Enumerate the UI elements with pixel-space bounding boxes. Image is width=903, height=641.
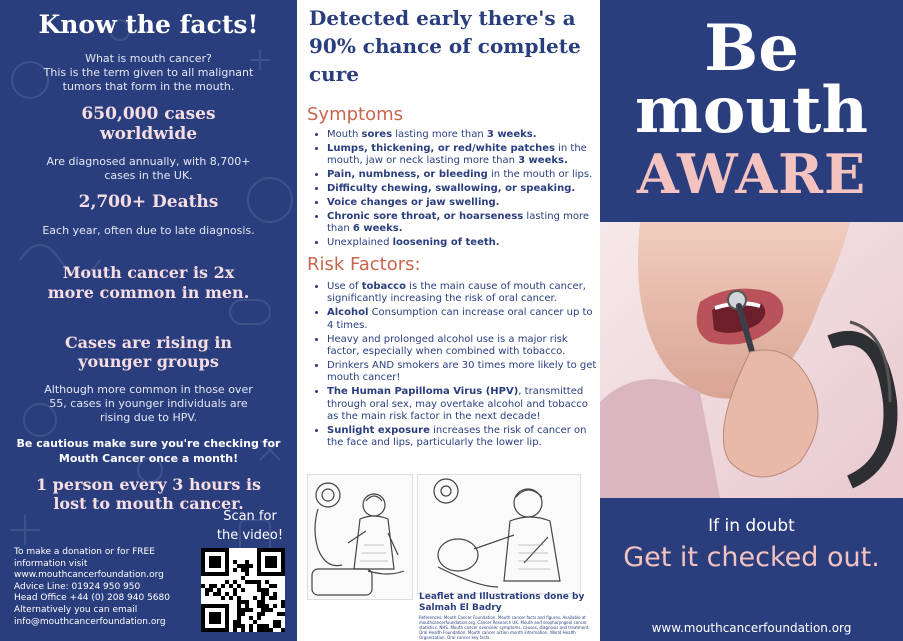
- risk-factor-item: • Use of tobacco is the main cause of mouth cancer, significantly increasing the risk of oral cancer.: [327, 281, 597, 306]
- stat-cases-text: Are diagnosed annually, with 8,700+ cases in the UK.: [46, 155, 251, 182]
- risk-factor-item: • Sunlight exposure increases the risk of cancer on the face and lips, particularly the lower lip.: [327, 425, 597, 450]
- what-question: What is mouth cancer?: [85, 52, 212, 65]
- early-detection-title: Detected early there's a 90% chance of complete cure: [309, 6, 581, 86]
- contact-line: To make a donation or for FREE: [14, 547, 155, 557]
- risk-factor-item: • The Human Papilloma Virus (HPV), transmitted through oral sex, may overtake alcohol and tobacco as the main risk factor in the next decade!: [327, 386, 597, 423]
- references-text: References: Mouth Cancer Foundation. Mouth cancer facts and figures. Available at mouthcancerfoundation.org. Cancer Research UK. Mouth and oropharyngeal cancer statistics. NHS. Mouth cancer overview: symptoms, causes, diagnosis and treatment. Oral Health Foundation. Mouth cancer action month information. World Health Organization. Oral cancer key facts.: [419, 615, 590, 640]
- risk-factors-heading: Risk Factors:: [307, 254, 421, 275]
- cover-panel: [600, 0, 903, 641]
- symptom-item: • Mouth sores lasting more than 3 weeks.: [327, 129, 597, 141]
- contact-line: information visit: [14, 558, 88, 569]
- symptom-item: • Chronic sore throat, or hoarseness lasting more than 6 weeks.: [327, 211, 597, 236]
- contact-website[interactable]: www.mouthcancerfoundation.org: [14, 570, 164, 581]
- symptom-item: • Unexplained loosening of teeth.: [327, 237, 597, 249]
- title-mouth: mouth: [634, 73, 869, 148]
- what-answer: This is the term given to all malignant tumors that form in the mouth.: [43, 66, 254, 93]
- scan-line-2: the video!: [216, 528, 284, 543]
- stat-deaths-title: 2,700+ Deaths: [78, 192, 219, 212]
- symptom-item: • Difficulty chewing, swallowing, or speaking.: [327, 183, 597, 195]
- men-stat-title: Mouth cancer is 2x more common in men.: [47, 263, 250, 302]
- symptom-item: • Lumps, thickening, or red/white patches in the mouth, jaw or neck lasting more than 3 weeks.: [327, 143, 597, 168]
- title-aware: AWARE: [636, 142, 867, 206]
- risk-factors-list: [311, 281, 597, 451]
- contact-email[interactable]: info@mouthcancerfoundation.org: [14, 616, 166, 627]
- risk-factor-item: • Heavy and prolonged alcohol use is a major risk factor, especially when combined with tobacco.: [327, 334, 597, 359]
- scan-prompt: [210, 507, 290, 545]
- younger-title: Cases are rising in younger groups: [64, 333, 233, 371]
- symptom-item: • Voice changes or jaw swelling.: [327, 197, 597, 209]
- facts-title: Know the facts!: [38, 10, 259, 39]
- scan-line-1: Scan for: [223, 509, 277, 524]
- get-checked-text: Get it checked out.: [623, 542, 880, 573]
- if-in-doubt-text: If in doubt: [708, 516, 795, 536]
- qr-code-graphic: [201, 548, 285, 632]
- contact-info: [14, 547, 209, 628]
- risk-factor-item: • Alcohol Consumption can increase oral cancer up to 4 times.: [327, 307, 597, 332]
- stat-deaths-text: Each year, often due to late diagnosis.: [42, 224, 255, 237]
- illustration-dental-exam: [417, 474, 581, 594]
- qr-code-icon[interactable]: [201, 548, 285, 632]
- website-link[interactable]: www.mouthcancerfoundation.org: [651, 621, 852, 635]
- advice-line: Advice Line: 01924 950 950: [14, 581, 141, 592]
- stat-cases-title: 650,000 cases worldwide: [81, 104, 216, 144]
- title-be: Be: [704, 11, 799, 86]
- mouth-exam-illustration: [600, 222, 903, 498]
- symptoms-heading: Symptoms: [307, 104, 404, 125]
- cautious-note: Be cautious make sure you're checking for Mouth Cancer once a month!: [16, 437, 281, 465]
- be-mouth-title: [600, 11, 903, 148]
- younger-text: Although more common in those over 55, cases in younger individuals are rising due to HPV.: [44, 383, 253, 424]
- info-panel: [297, 0, 600, 641]
- facts-panel: [0, 0, 297, 641]
- risk-factor-item: • Drinkers AND smokers are 30 times more likely to get mouth cancer!: [327, 360, 597, 385]
- head-office-line: Head Office +44 (0) 208 940 5680: [14, 593, 170, 604]
- symptom-item: • Pain, numbness, or bleeding in the mouth or lips.: [327, 169, 597, 181]
- contact-line: Alternatively you can email: [14, 604, 138, 615]
- credit-text: Leaflet and Illustrations done by Salmah El Badry: [419, 592, 585, 613]
- illustration-dentist-consult: [307, 474, 413, 600]
- symptoms-list: [311, 129, 597, 251]
- hours-stat-title: 1 person every 3 hours is lost to mouth cancer.: [35, 475, 262, 513]
